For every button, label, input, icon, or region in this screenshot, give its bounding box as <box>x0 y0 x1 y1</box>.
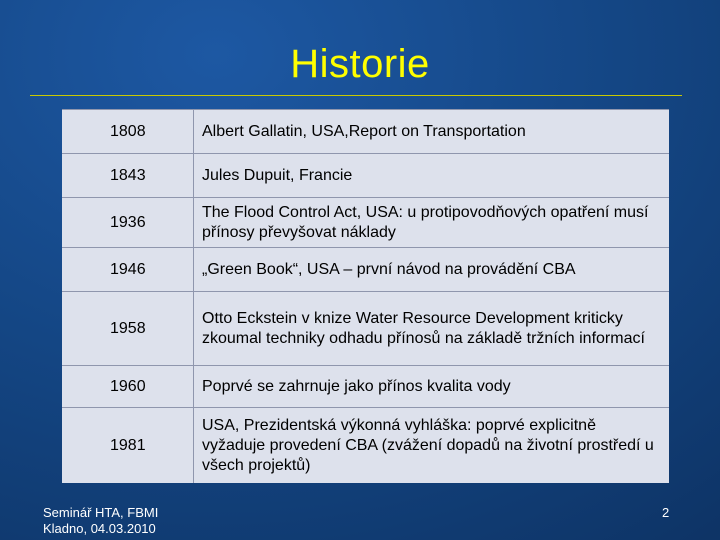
table-row <box>62 154 669 198</box>
year-cell: 1960 <box>62 366 194 407</box>
event-cell: USA, Prezidentská výkonná vyhláška: poprvé explicitně vyžaduje provedení CBA (zvážení dopadů na životní prostředí u všech projektů) <box>202 416 654 474</box>
year-cell: 1808 <box>62 110 194 153</box>
year-cell: 1946 <box>62 248 194 291</box>
event-cell: Albert Gallatin, USA,Report on Transportation <box>202 122 526 140</box>
table-row <box>62 292 669 366</box>
table-row <box>62 198 669 248</box>
table-row <box>62 408 669 483</box>
slide-footer <box>43 505 158 537</box>
footer-seminar: Seminář HTA, FBMI <box>43 505 159 520</box>
event-cell: „Green Book“, USA – první návod na provádění CBA <box>202 260 576 278</box>
year-cell: 1981 <box>62 408 194 483</box>
event-cell: Jules Dupuit, Francie <box>202 166 353 184</box>
table-row <box>62 366 669 408</box>
year-cell: 1936 <box>62 198 194 247</box>
slide-title: Historie <box>290 42 430 86</box>
event-cell: Poprvé se zahrnuje jako přínos kvalita vody <box>202 377 511 395</box>
page-number: 2 <box>662 505 670 520</box>
event-cell: The Flood Control Act, USA: u protipovodňových opatření musí přínosy převyšovat náklady <box>202 203 649 241</box>
year-cell: 1843 <box>62 154 194 197</box>
footer-place-date: Kladno, 04.03.2010 <box>43 521 156 536</box>
table-row <box>62 248 669 292</box>
event-cell: Otto Eckstein v knize Water Resource Development kriticky zkoumal techniky odhadu přínosů na základě tržních informací <box>202 309 645 347</box>
year-cell: 1958 <box>62 292 194 365</box>
table-row <box>62 110 669 154</box>
title-underline <box>30 95 682 96</box>
history-table <box>62 109 669 483</box>
